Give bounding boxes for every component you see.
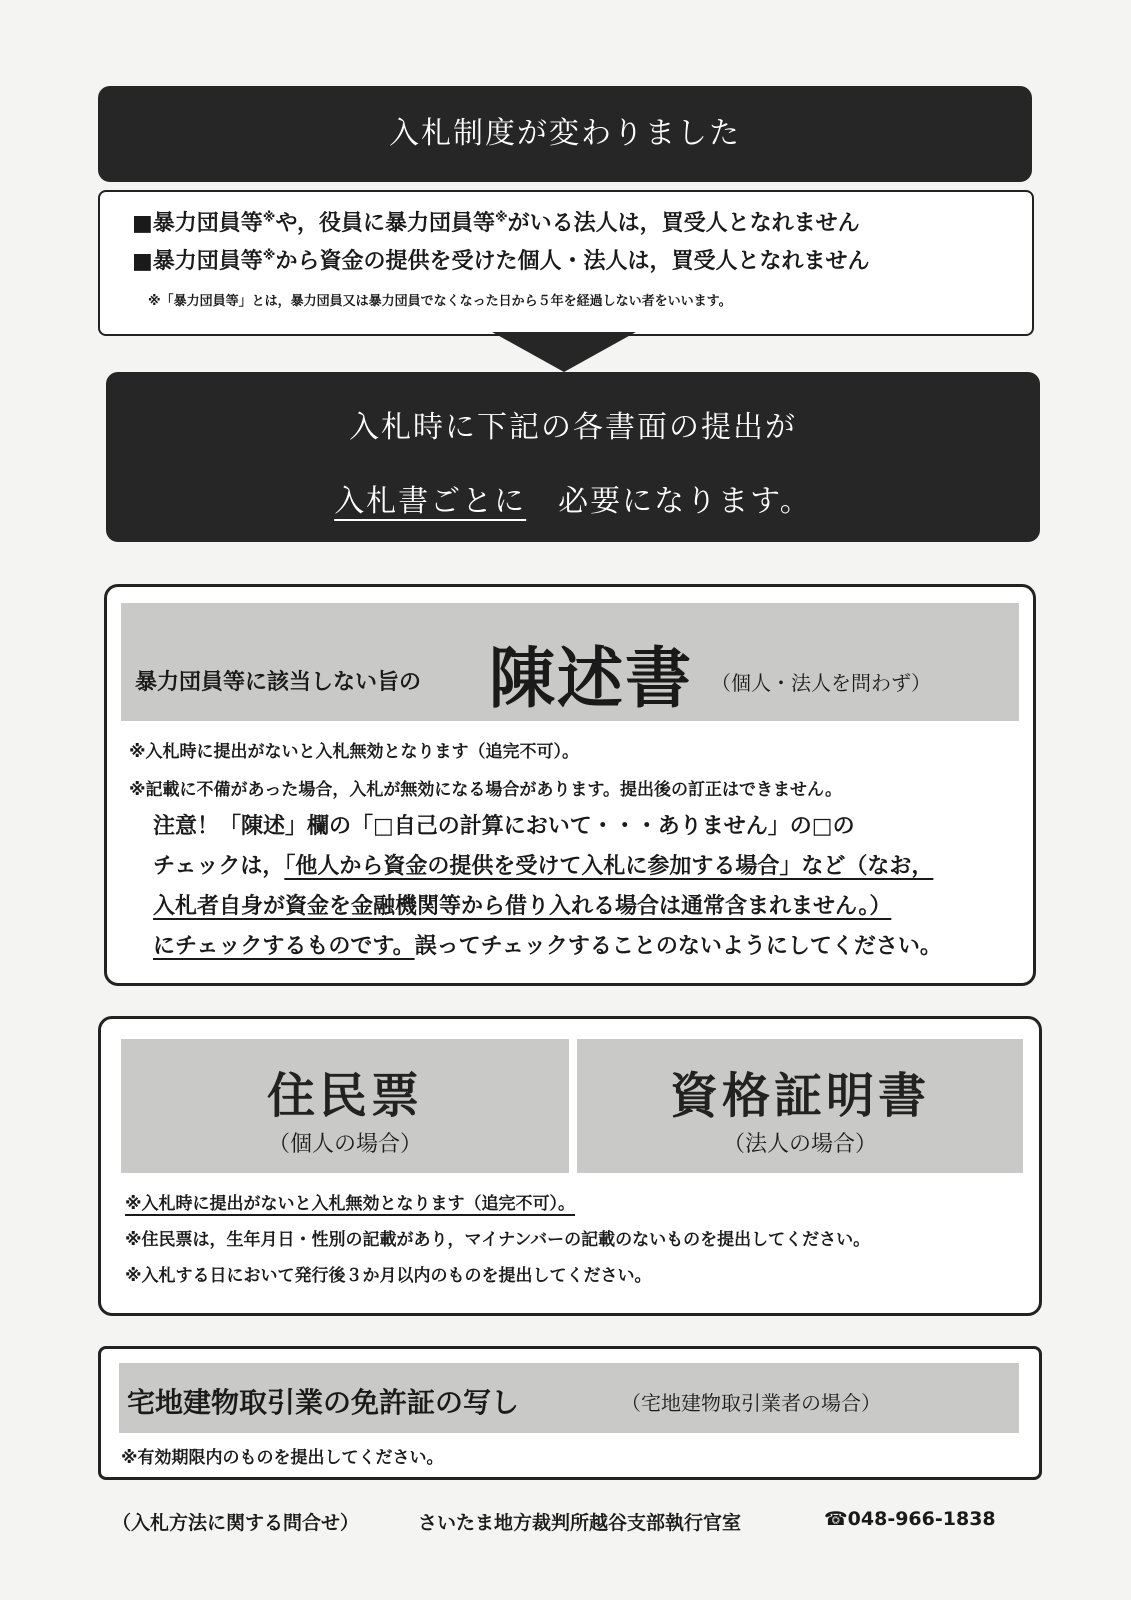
requirement-underlined: 入札書ごとに	[334, 484, 527, 519]
requirement-line-1: 入札時に下記の各書面の提出が	[349, 410, 797, 445]
resident-card-title: 住民票	[266, 1068, 423, 1124]
contact-phone: ☎048-966-1838	[824, 1508, 996, 1530]
certificate-title: 資格証明書	[669, 1068, 930, 1124]
rule-line-2	[132, 244, 869, 275]
documents-note-3: ※入札する日において発行後３か月以内のものを提出してください。	[125, 1266, 652, 1286]
real-estate-note: ※有効期限内のものを提出してください。	[121, 1448, 444, 1468]
requirement-line-2	[106, 476, 1040, 520]
contact-label: （入札方法に関する問合せ）	[112, 1512, 360, 1534]
header-banner	[98, 86, 1032, 182]
certificate-subtitle: （法人の場合）	[722, 1132, 877, 1157]
rule2-mark: ※	[262, 248, 276, 264]
documents-note-1: ※入札時に提出がないと入札無効となります（追完不可）。	[125, 1194, 576, 1214]
resident-card-cell	[121, 1039, 569, 1173]
statement-title: 陳述書	[489, 640, 693, 717]
statement-note-1: ※入札時に提出がないと入札無効となります（追完不可）。	[129, 742, 580, 762]
real-estate-title: 宅地建物取引業の免許証の写し	[127, 1386, 520, 1419]
caution2-part-b: 「他人から資金の提供を受けて入札に参加する場合」など（なお，	[284, 854, 934, 879]
requirement-rest: 必要になります。	[526, 484, 812, 519]
statement-prefix: 暴力団員等に該当しない旨の	[135, 670, 422, 695]
caution2-part-a: チェックは，	[153, 854, 285, 879]
contact-office: さいたま地方裁判所越谷支部執行官室	[418, 1512, 742, 1534]
requirement-banner	[106, 372, 1040, 542]
statement-note-2: ※記載に不備があった場合，入札が無効になる場合があります。提出後の訂正はできません。	[129, 780, 843, 800]
caution-line-4	[153, 929, 942, 960]
statement-header	[121, 603, 1019, 721]
real-estate-section	[98, 1346, 1042, 1480]
caution-line-2	[153, 849, 933, 880]
resident-card-subtitle: （個人の場合）	[267, 1132, 422, 1157]
documents-note-2: ※住民票は，生年月日・性別の記載があり，マイナンバーの記載のないものを提出してください。	[125, 1230, 871, 1250]
down-arrow-icon	[492, 332, 636, 372]
rule2-part-a: ■暴力団員等	[132, 249, 263, 274]
rule1-part-c: がいる法人は，買受人となれません	[507, 211, 860, 236]
rules-footnote: ※「暴力団員等」とは，暴力団員又は暴力団員でなくなった日から５年を経過しない者をいいます。	[148, 294, 732, 309]
rule1-part-b: や，役員に暴力団員等	[275, 211, 495, 236]
rule-line-1	[132, 206, 860, 237]
header-banner-text: 入札制度が変わりました	[389, 116, 741, 151]
rule1-part-a: ■暴力団員等	[132, 211, 263, 236]
documents-section	[98, 1016, 1042, 1316]
statement-section	[104, 584, 1036, 986]
real-estate-header	[119, 1363, 1019, 1433]
certificate-cell	[577, 1039, 1023, 1173]
rule1-mark: ※	[262, 210, 276, 226]
rules-box	[98, 190, 1034, 336]
statement-suffix: （個人・法人を問わず）	[711, 671, 931, 695]
real-estate-subtitle: （宅地建物取引業者の場合）	[621, 1391, 881, 1415]
rule2-part-b: から資金の提供を受けた個人・法人は，買受人となれません	[275, 249, 870, 274]
caution-line-1: 注意！「陳述」欄の「□自己の計算において・・・ありません」の□の	[153, 814, 855, 839]
rule1-mark2: ※	[495, 210, 508, 226]
caution-line-3: 入札者自身が資金を金融機関等から借り入れる場合は通常含まれません。）	[153, 894, 892, 919]
caution4-part-b: 誤ってチェックすることのないようにしてください。	[414, 934, 942, 959]
caution4-part-a: にチェックするものです。	[153, 934, 415, 959]
